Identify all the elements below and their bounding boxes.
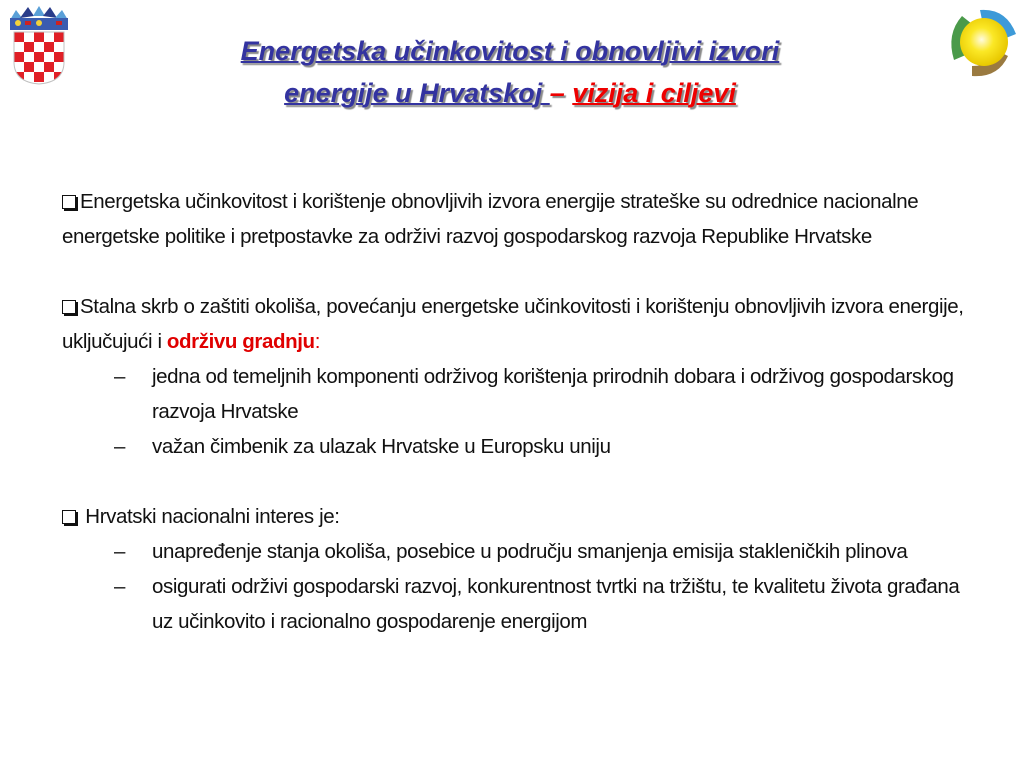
croatian-coat-of-arms-logo xyxy=(6,4,70,86)
title-line-2-part-1: energije u Hrvatskoj xyxy=(284,78,550,108)
sub-item xyxy=(62,429,982,464)
dash-marker: – xyxy=(114,575,126,598)
title-line-2-part-2: vizija i ciljevi xyxy=(572,78,736,108)
bullet-2-colon: : xyxy=(314,330,320,353)
title-line-1: Energetska učinkovitost i obnovljivi izvori xyxy=(240,36,780,66)
slide-title xyxy=(120,30,900,114)
slide-body xyxy=(62,184,982,674)
bullet-3 xyxy=(62,499,982,639)
bullet-1 xyxy=(62,184,982,254)
title-separator: – xyxy=(549,78,573,108)
dash-marker: – xyxy=(114,540,126,563)
sub-item-text: važan čimbenik za ulazak Hrvatske u Europsku uniju xyxy=(152,435,611,458)
sub-item xyxy=(62,569,982,639)
sub-item xyxy=(62,359,982,429)
square-bullet-icon xyxy=(62,195,76,209)
bullet-2 xyxy=(62,289,982,464)
sub-item xyxy=(62,534,982,569)
square-bullet-icon xyxy=(62,300,76,314)
bullet-2-text: Stalna skrb o zaštiti okoliša, povećanju energetske učinkovitosti i korištenju obnovljivih izvora energije, uključujući i xyxy=(62,295,964,353)
sub-item-text: osigurati održivi gospodarski razvoj, konkurentnost tvrtki na tržištu, te kvalitetu života građana uz učinkovito i racionalno gospodarenje energijom xyxy=(152,575,960,633)
sub-item-text: jedna od temeljnih komponenti održivog korištenja prirodnih dobara i održivog gospodarskog razvoja Hrvatske xyxy=(152,365,954,423)
highlight-sustainable-building: održivu gradnju xyxy=(166,330,315,353)
square-bullet-icon xyxy=(62,510,76,524)
sub-item-text: unapređenje stanja okoliša, posebice u području smanjenja emisija stakleničkih plinova xyxy=(152,540,908,563)
sun-energy-logo xyxy=(944,4,1020,80)
bullet-3-text: Hrvatski nacionalni interes je: xyxy=(80,505,340,528)
dash-marker: – xyxy=(114,365,126,388)
bullet-1-text: Energetska učinkovitost i korištenje obnovljivih izvora energije strateške su odrednice nacionalne energetske politike i pretpostavke za održivi razvoj gospodarskog razvoja Republike Hrvatske xyxy=(62,190,919,248)
dash-marker: – xyxy=(114,435,126,458)
